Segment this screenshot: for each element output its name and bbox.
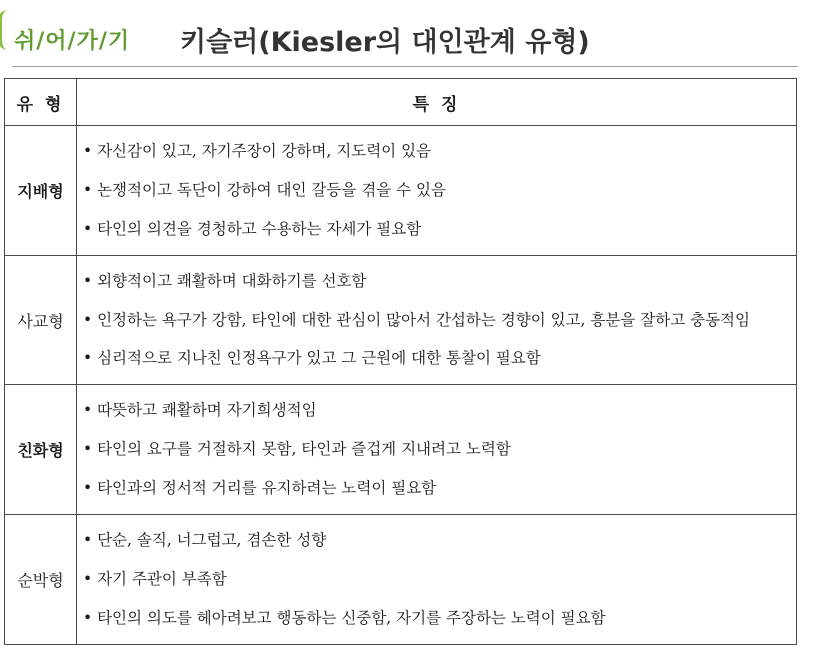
- feature-item: • 심리적으로 지나친 인정욕구가 있고 그 근원에 대한 통찰이 필요함: [83, 349, 541, 367]
- feature-item: • 외향적이고 쾌활하며 대화하기를 선호함: [83, 272, 367, 290]
- column-header-feature: 특 징: [77, 79, 797, 126]
- header: [0, 6, 830, 64]
- type-cell: 친화형: [5, 385, 77, 515]
- feature-item: • 논쟁적이고 독단이 강하여 대인 갈등을 겪을 수 있음: [83, 181, 446, 199]
- table-row-sociable: [5, 256, 797, 385]
- table-row-friendly: [5, 385, 797, 515]
- feature-cell: [77, 515, 797, 645]
- table-row-dominant: [5, 126, 797, 256]
- feature-cell: [77, 256, 797, 385]
- feature-item: • 따뜻하고 쾌활하며 자기희생적임: [83, 401, 317, 419]
- type-cell: 순박형: [5, 515, 77, 645]
- page-title: 키슬러(Kiesler의 대인관계 유형): [180, 27, 590, 58]
- feature-item: • 인정하는 욕구가 강함, 타인에 대한 관심이 많아서 간섭하는 경향이 있고, 흥분을 잘하고 충동적임: [83, 311, 750, 329]
- table-row-naive: [5, 515, 797, 645]
- feature-item: • 단순, 솔직, 너그럽고, 겸손한 성향: [83, 531, 327, 549]
- type-cell: 사교형: [5, 256, 77, 385]
- break-time-badge: 쉬/어/가/기: [14, 29, 131, 54]
- header-divider: [12, 66, 798, 67]
- feature-item: • 타인의 의도를 헤아려보고 행동하는 신중함, 자기를 주장하는 노력이 필요함: [83, 609, 606, 627]
- column-header-type: 유 형: [5, 79, 77, 126]
- table-header-row: [5, 79, 797, 126]
- feature-item: • 타인의 요구를 거절하지 못함, 타인과 즐겁게 지내려고 노력함: [83, 440, 511, 458]
- type-cell: 지배형: [5, 126, 77, 256]
- feature-item: • 자신감이 있고, 자기주장이 강하며, 지도력이 있음: [83, 142, 432, 160]
- feature-cell: [77, 126, 797, 256]
- feature-item: • 타인과의 정서적 거리를 유지하려는 노력이 필요함: [83, 479, 437, 497]
- feature-item: • 자기 주관이 부족함: [83, 570, 227, 588]
- feature-item: • 타인의 의견을 경청하고 수용하는 자세가 필요함: [83, 220, 422, 238]
- relationship-types-table: [4, 78, 797, 645]
- feature-cell: [77, 385, 797, 515]
